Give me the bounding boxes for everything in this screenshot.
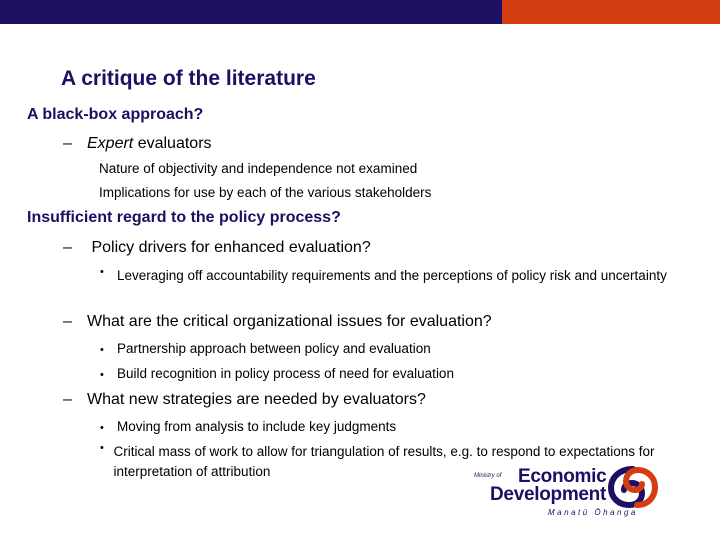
evaluators-text: evaluators [133, 135, 212, 152]
bullet-marker: • [100, 266, 104, 278]
section-heading-policy-process: Insufficient regard to the policy process? [27, 209, 341, 226]
slide-title: A critique of the literature [61, 67, 316, 90]
expert-italic: Expert [87, 135, 134, 152]
organizational-issues-label: What are the critical organizational issues for evaluation? [87, 313, 492, 330]
dash-marker: – [63, 391, 72, 408]
dash-marker: – [63, 135, 72, 152]
bullet-item-leveraging [100, 266, 700, 286]
sub-item-expert-evaluators [63, 135, 212, 153]
bullet-text: Leveraging off accountability requirements and the perceptions of policy risk and uncertainty [117, 268, 667, 283]
koru-logo-icon [607, 466, 659, 508]
sub-item-policy-drivers [63, 239, 371, 257]
policy-drivers-label: Policy drivers for enhanced evaluation? [91, 239, 371, 256]
header-bar-orange [502, 0, 720, 24]
header-bar [0, 0, 720, 24]
bullet-marker: • [100, 369, 104, 381]
logo-development-text: Development [490, 484, 607, 505]
bullet-text: Partnership approach between policy and evaluation [117, 341, 431, 356]
bullet-item-moving [100, 419, 396, 434]
bullet-marker: • [100, 422, 104, 434]
detail-item-objectivity: Nature of objectivity and independence not examined [99, 161, 418, 176]
header-bar-navy [0, 0, 502, 24]
logo-maori-text: Manatū Ōhanga [548, 508, 638, 517]
logo-ministry-text: Ministry of [474, 473, 502, 479]
bullet-marker: • [100, 442, 104, 454]
ministry-logo [474, 464, 664, 524]
detail-item-implications: Implications for use by each of the various stakeholders [99, 185, 432, 200]
new-strategies-label: What new strategies are needed by evaluators? [87, 391, 426, 408]
bullet-text: Critical mass of work to allow for triangulation of results, e.g. to respond to expectations for interpretation of attribution [113, 444, 655, 479]
bullet-item-recognition [100, 366, 454, 381]
logo-economic-text: Economic [518, 466, 607, 487]
sub-item-organizational-issues [63, 313, 492, 331]
dash-marker: – [63, 313, 72, 330]
sub-item-new-strategies [63, 391, 426, 409]
bullet-text: Moving from analysis to include key judgments [117, 419, 397, 434]
bullet-text: Build recognition in policy process of need for evaluation [117, 366, 454, 381]
bullet-item-partnership [100, 341, 431, 356]
dash-marker: – [63, 239, 72, 256]
section-heading-black-box: A black-box approach? [27, 106, 204, 123]
bullet-marker: • [100, 344, 104, 356]
